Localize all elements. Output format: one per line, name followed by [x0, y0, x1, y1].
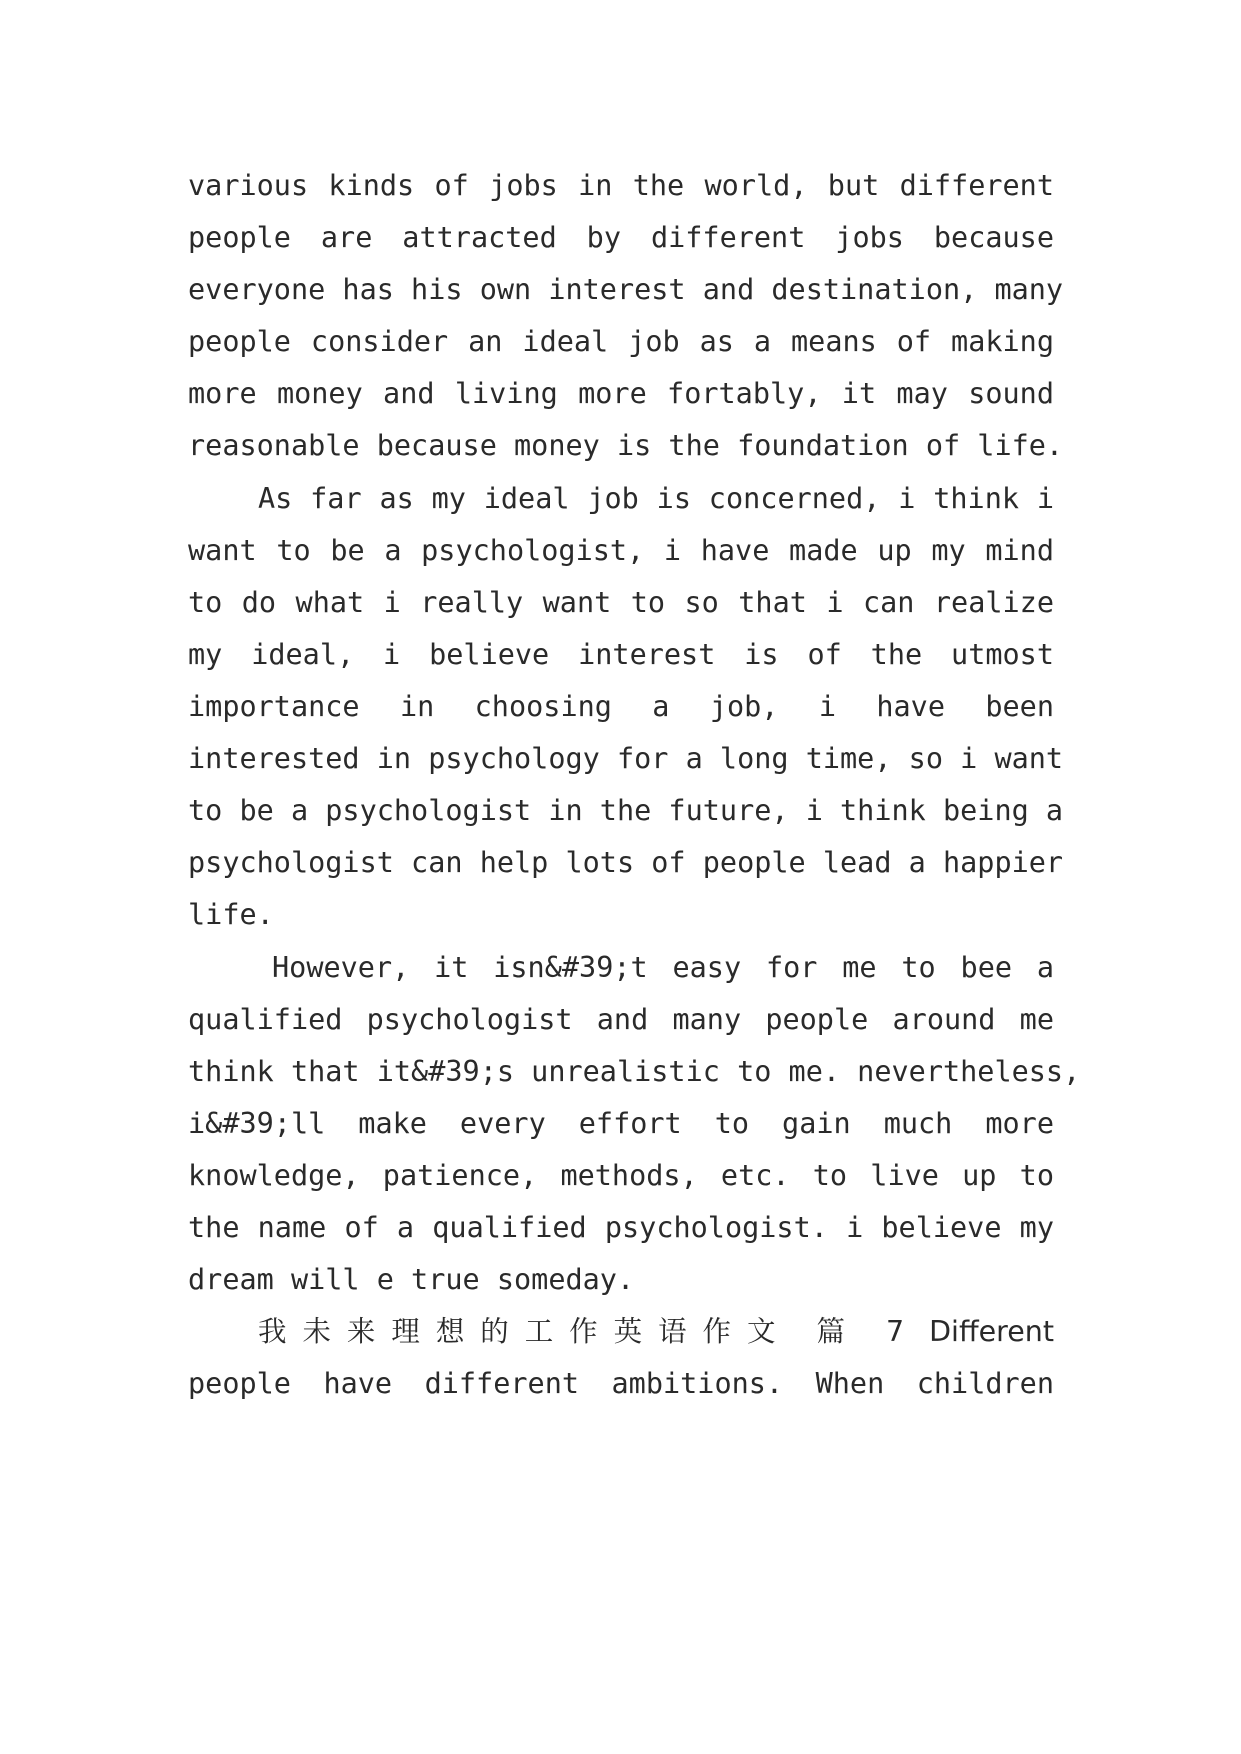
text-line: interested in psychology for a long time, so i want — [188, 742, 1064, 775]
text-line: life. — [188, 898, 274, 931]
text-line: importance in choosing a job, i have been — [188, 690, 1054, 723]
paragraph-first-line: However, it isn&#39;t easy for me to bee a — [272, 951, 1054, 984]
text-line: people are attracted by different jobs because — [188, 221, 1054, 254]
text-line: psychologist can help lots of people lead a happier — [188, 846, 1064, 879]
text-line: people have different ambitions. When children — [188, 1367, 1054, 1400]
text-line: people consider an ideal job as a means of making — [188, 325, 1054, 358]
text-line: to be a psychologist in the future, i think being a — [188, 794, 1064, 827]
text-line: knowledge, patience, methods, etc. to live up to — [188, 1159, 1054, 1192]
text-line: i&#39;ll make every effort to gain much more — [188, 1107, 1054, 1140]
text-line: qualified psychologist and many people around me — [188, 1003, 1054, 1036]
text-line: various kinds of jobs in the world, but different — [188, 169, 1054, 202]
text-line: to do what i really want to so that i can realize — [188, 586, 1054, 619]
text-line: my ideal, i believe interest is of the utmost — [188, 638, 1054, 671]
text-line: more money and living more fortably, it may sound — [188, 377, 1054, 410]
text-line: everyone has his own interest and destination, many — [188, 273, 1064, 306]
text-line: reasonable because money is the foundation of life. — [188, 429, 1064, 462]
text-line: the name of a qualified psychologist. i believe my — [188, 1211, 1054, 1244]
paragraph-first-line: As far as my ideal job is concerned, i think i — [258, 482, 1054, 515]
text-line: think that it&#39;s unrealistic to me. nevertheless, — [188, 1055, 1081, 1088]
text-line: dream will e true someday. — [188, 1263, 635, 1296]
text-line: want to be a psychologist, i have made up my mind — [188, 534, 1054, 567]
section-heading-line: 我未来理想的工作英语作文 篇 7 Different — [258, 1315, 1054, 1348]
